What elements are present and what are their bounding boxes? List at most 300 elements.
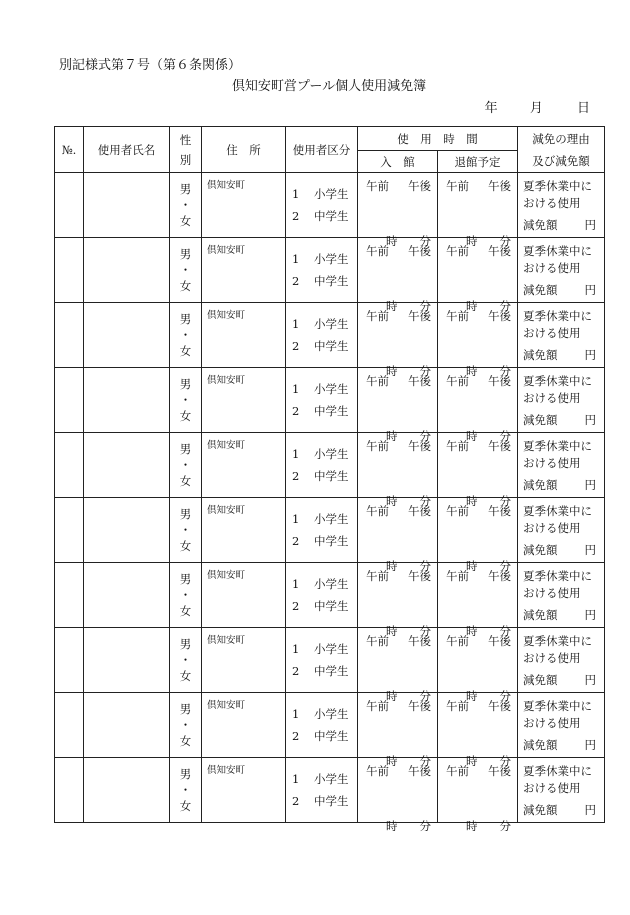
sex-separator: ・ [179, 783, 192, 797]
cell-user-name[interactable] [84, 498, 170, 563]
cell-reduction-reason[interactable] [518, 433, 605, 498]
reduction-yen-label: 円 [584, 348, 596, 362]
category-junior-high-label: 中学生 [314, 664, 349, 678]
exit-am-option[interactable]: 午前 [446, 699, 469, 713]
reduction-reason-text: 夏季休業中における使用 [523, 764, 592, 795]
exit-am-option[interactable]: 午前 [446, 439, 469, 453]
cell-reduction-reason[interactable] [518, 693, 605, 758]
cell-reduction-reason[interactable] [518, 498, 605, 563]
table-row [55, 303, 605, 368]
reduction-reason-text: 夏季休業中における使用 [523, 309, 592, 340]
address-prefix: 倶知安町 [207, 310, 246, 321]
sex-separator: ・ [179, 653, 192, 667]
cell-no[interactable] [55, 693, 84, 758]
category-elementary-label: 小学生 [314, 707, 349, 721]
exit-ampm [446, 698, 511, 714]
category-elementary-option[interactable] [292, 443, 357, 465]
cell-user-category[interactable] [286, 758, 358, 823]
sex-separator: ・ [179, 523, 192, 537]
category-junior-high-option[interactable] [292, 790, 357, 812]
table-row [55, 758, 605, 823]
category-elementary-label: 小学生 [314, 772, 349, 786]
category-elementary-label: 小学生 [314, 577, 349, 591]
reduction-amount [523, 607, 596, 623]
reduction-amount-label: 減免額 [523, 608, 558, 622]
reduction-amount-label: 減免額 [523, 348, 558, 362]
category-junior-high-label: 中学生 [314, 339, 349, 353]
category-elementary-option[interactable] [292, 638, 357, 660]
cell-sex[interactable] [170, 173, 202, 238]
entry-ampm [366, 503, 431, 519]
reduction-amount [523, 672, 596, 688]
header-usage-time: 使 用 時 間 [358, 127, 518, 151]
category-elementary-number: 1 [292, 642, 300, 656]
category-junior-high-option[interactable] [292, 400, 357, 422]
sex-female-option[interactable]: 女 [179, 214, 192, 228]
cell-reduction-reason[interactable] [518, 628, 605, 693]
cell-no[interactable] [55, 563, 84, 628]
exit-pm-option[interactable]: 午後 [488, 374, 511, 388]
category-junior-high-label: 中学生 [314, 469, 349, 483]
entry-pm-option[interactable]: 午後 [408, 244, 431, 258]
cell-user-category[interactable] [286, 368, 358, 433]
entry-minute-label: 分 [419, 819, 431, 833]
exit-am-option[interactable]: 午前 [446, 309, 469, 323]
entry-pm-option[interactable]: 午後 [408, 439, 431, 453]
address-prefix: 倶知安町 [207, 765, 246, 776]
reduction-yen-label: 円 [584, 803, 596, 817]
cell-user-name[interactable] [84, 758, 170, 823]
sex-female-option[interactable]: 女 [179, 539, 192, 553]
category-junior-high-number: 2 [292, 404, 300, 418]
form-title: 倶知安町営プール個人使用減免簿 [231, 79, 427, 94]
entry-am-option[interactable]: 午前 [366, 764, 389, 778]
cell-sex[interactable] [170, 368, 202, 433]
cell-user-category[interactable] [286, 238, 358, 303]
exit-hour-label: 時 [466, 234, 478, 248]
cell-exit-time[interactable] [438, 303, 518, 378]
cell-entry-time[interactable] [358, 498, 438, 573]
reduction-amount-label: 減免額 [523, 673, 558, 687]
cell-user-name[interactable] [84, 693, 170, 758]
entry-pm-option[interactable]: 午後 [408, 569, 431, 583]
exit-hour-label: 時 [466, 559, 478, 573]
category-junior-high-number: 2 [292, 339, 300, 353]
sex-separator: ・ [179, 198, 192, 212]
cell-entry-time[interactable] [358, 628, 438, 703]
sex-female-option[interactable]: 女 [179, 604, 192, 618]
entry-ampm [366, 633, 431, 649]
category-junior-high-option[interactable] [292, 660, 357, 682]
cell-user-category[interactable] [286, 498, 358, 563]
cell-reduction-reason[interactable] [518, 758, 605, 823]
cell-exit-time[interactable] [438, 238, 518, 313]
cell-address[interactable] [202, 238, 286, 303]
entry-hour-label: 時 [386, 364, 398, 378]
exit-minute-label: 分 [499, 299, 511, 313]
sex-female-option[interactable]: 女 [179, 279, 192, 293]
header-category: 使用者区分 [286, 127, 358, 173]
header-reason [518, 127, 605, 173]
category-junior-high-label: 中学生 [314, 274, 349, 288]
category-junior-high-label: 中学生 [314, 404, 349, 418]
category-elementary-option[interactable] [292, 573, 357, 595]
sex-male-option[interactable]: 男 [179, 312, 192, 326]
entry-minute-label: 分 [419, 429, 431, 443]
cell-entry-time[interactable] [358, 303, 438, 378]
sex-separator: ・ [179, 393, 192, 407]
category-elementary-number: 1 [292, 382, 300, 396]
entry-hour-label: 時 [386, 494, 398, 508]
entry-pm-option[interactable]: 午後 [408, 179, 431, 193]
exit-minute-label: 分 [499, 364, 511, 378]
exit-minute-label: 分 [499, 819, 511, 833]
category-elementary-option[interactable] [292, 183, 357, 205]
entry-hour-label: 時 [386, 234, 398, 248]
category-elementary-number: 1 [292, 317, 300, 331]
category-junior-high-option[interactable] [292, 205, 357, 227]
header-sex-bottom: 別 [179, 152, 192, 167]
cell-user-category[interactable] [286, 693, 358, 758]
cell-no[interactable] [55, 238, 84, 303]
category-elementary-number: 1 [292, 187, 300, 201]
sex-female-option[interactable]: 女 [179, 734, 192, 748]
cell-user-name[interactable] [84, 368, 170, 433]
address-prefix: 倶知安町 [207, 440, 246, 451]
cell-entry-time[interactable] [358, 173, 438, 248]
exit-am-option[interactable]: 午前 [446, 374, 469, 388]
header-address: 住 所 [202, 127, 286, 173]
sex-male-option[interactable]: 男 [179, 442, 192, 456]
entry-pm-option[interactable]: 午後 [408, 374, 431, 388]
category-elementary-option[interactable] [292, 248, 357, 270]
cell-address[interactable] [202, 498, 286, 563]
cell-user-name[interactable] [84, 173, 170, 238]
cell-sex[interactable] [170, 433, 202, 498]
exit-hour-label: 時 [466, 494, 478, 508]
entry-am-option[interactable]: 午前 [366, 569, 389, 583]
cell-no[interactable] [55, 368, 84, 433]
entry-minute-label: 分 [419, 689, 431, 703]
cell-exit-time[interactable] [438, 498, 518, 573]
sex-separator: ・ [179, 718, 192, 732]
cell-exit-time[interactable] [438, 693, 518, 768]
category-junior-high-number: 2 [292, 209, 300, 223]
reduction-reason-text: 夏季休業中における使用 [523, 569, 592, 600]
exit-pm-option[interactable]: 午後 [488, 634, 511, 648]
exit-hour-label: 時 [466, 689, 478, 703]
header-reason-top: 減免の理由 [532, 131, 590, 146]
sex-female-option[interactable]: 女 [179, 409, 192, 423]
cell-user-category[interactable] [286, 303, 358, 368]
cell-reduction-reason[interactable] [518, 303, 605, 368]
cell-reduction-reason[interactable] [518, 563, 605, 628]
entry-am-option[interactable]: 午前 [366, 634, 389, 648]
category-junior-high-option[interactable] [292, 725, 357, 747]
header-sex [170, 127, 202, 173]
cell-sex[interactable] [170, 693, 202, 758]
entry-pm-option[interactable]: 午後 [408, 699, 431, 713]
exit-am-option[interactable]: 午前 [446, 504, 469, 518]
exit-minute-label: 分 [499, 234, 511, 248]
cell-reduction-reason[interactable] [518, 368, 605, 433]
cell-exit-time[interactable] [438, 173, 518, 248]
category-elementary-number: 1 [292, 252, 300, 266]
cell-address[interactable] [202, 368, 286, 433]
cell-address[interactable] [202, 433, 286, 498]
sex-male-option[interactable]: 男 [179, 182, 192, 196]
cell-entry-time[interactable] [358, 368, 438, 443]
date-day-label: 日 [576, 101, 590, 116]
entry-pm-option[interactable]: 午後 [408, 309, 431, 323]
cell-exit-time[interactable] [438, 628, 518, 703]
reduction-amount [523, 542, 596, 558]
header-row-1 [55, 127, 605, 151]
cell-no[interactable] [55, 628, 84, 693]
address-prefix: 倶知安町 [207, 570, 246, 581]
reduction-amount [523, 477, 596, 493]
entry-am-option[interactable]: 午前 [366, 374, 389, 388]
table-row [55, 433, 605, 498]
cell-no[interactable] [55, 303, 84, 368]
exit-ampm [446, 763, 511, 779]
sex-female-option[interactable]: 女 [179, 474, 192, 488]
reduction-amount-label: 減免額 [523, 803, 558, 817]
cell-no[interactable] [55, 758, 84, 823]
entry-hour-label: 時 [386, 559, 398, 573]
exit-pm-option[interactable]: 午後 [488, 244, 511, 258]
cell-address[interactable] [202, 303, 286, 368]
header-exit: 退館予定 [438, 151, 518, 173]
cell-no[interactable] [55, 433, 84, 498]
entry-hour-label: 時 [386, 689, 398, 703]
entry-pm-option[interactable]: 午後 [408, 764, 431, 778]
entry-pm-option[interactable]: 午後 [408, 504, 431, 518]
category-elementary-option[interactable] [292, 768, 357, 790]
entry-am-option[interactable]: 午前 [366, 244, 389, 258]
category-elementary-option[interactable] [292, 378, 357, 400]
exit-minute-label: 分 [499, 559, 511, 573]
exit-pm-option[interactable]: 午後 [488, 569, 511, 583]
cell-address[interactable] [202, 173, 286, 238]
reduction-yen-label: 円 [584, 608, 596, 622]
reduction-reason-text: 夏季休業中における使用 [523, 439, 592, 470]
table-row [55, 498, 605, 563]
sex-separator: ・ [179, 588, 192, 602]
cell-no[interactable] [55, 498, 84, 563]
reduction-amount-label: 減免額 [523, 543, 558, 557]
exit-am-option[interactable]: 午前 [446, 244, 469, 258]
category-junior-high-option[interactable] [292, 335, 357, 357]
category-junior-high-number: 2 [292, 469, 300, 483]
cell-user-name[interactable] [84, 303, 170, 368]
category-elementary-label: 小学生 [314, 382, 349, 396]
category-elementary-option[interactable] [292, 703, 357, 725]
table-row [55, 628, 605, 693]
cell-user-name[interactable] [84, 238, 170, 303]
cell-address[interactable] [202, 693, 286, 758]
table-row [55, 563, 605, 628]
exit-pm-option[interactable]: 午後 [488, 309, 511, 323]
reduction-reason-text: 夏季休業中における使用 [523, 634, 592, 665]
category-elementary-option[interactable] [292, 508, 357, 530]
category-junior-high-option[interactable] [292, 465, 357, 487]
exit-hour-label: 時 [466, 624, 478, 638]
sex-male-option[interactable]: 男 [179, 377, 192, 391]
reduction-yen-label: 円 [584, 413, 596, 427]
cell-user-name[interactable] [84, 433, 170, 498]
table-row [55, 238, 605, 303]
entry-ampm [366, 763, 431, 779]
exit-minute-label: 分 [499, 624, 511, 638]
sex-separator: ・ [179, 328, 192, 342]
cell-sex[interactable] [170, 498, 202, 563]
exit-hour-label: 時 [466, 429, 478, 443]
category-junior-high-number: 2 [292, 664, 300, 678]
entry-am-option[interactable]: 午前 [366, 179, 389, 193]
reduction-yen-label: 円 [584, 478, 596, 492]
exit-pm-option[interactable]: 午後 [488, 439, 511, 453]
cell-user-category[interactable] [286, 433, 358, 498]
sex-male-option[interactable]: 男 [179, 507, 192, 521]
sex-male-option[interactable]: 男 [179, 702, 192, 716]
entry-minute-label: 分 [419, 494, 431, 508]
cell-address[interactable] [202, 628, 286, 693]
header-reason-bottom: 及び減免額 [532, 153, 590, 168]
entry-minute-label: 分 [419, 364, 431, 378]
reduction-reason-text: 夏季休業中における使用 [523, 374, 592, 405]
reduction-amount [523, 217, 596, 233]
cell-sex[interactable] [170, 238, 202, 303]
exit-ampm [446, 568, 511, 584]
reduction-yen-label: 円 [584, 673, 596, 687]
cell-entry-time[interactable] [358, 758, 438, 833]
header-sex-top: 性 [179, 132, 192, 147]
entry-ampm [366, 568, 431, 584]
category-elementary-label: 小学生 [314, 187, 349, 201]
cell-exit-time[interactable] [438, 563, 518, 638]
category-elementary-number: 1 [292, 707, 300, 721]
category-elementary-number: 1 [292, 512, 300, 526]
exit-pm-option[interactable]: 午後 [488, 699, 511, 713]
cell-entry-time[interactable] [358, 433, 438, 508]
cell-exit-time[interactable] [438, 368, 518, 443]
date-line [485, 97, 590, 116]
category-junior-high-number: 2 [292, 599, 300, 613]
entry-am-option[interactable]: 午前 [366, 699, 389, 713]
exit-ampm [446, 373, 511, 389]
cell-entry-time[interactable] [358, 238, 438, 313]
sex-male-option[interactable]: 男 [179, 247, 192, 261]
category-elementary-option[interactable] [292, 313, 357, 335]
entry-hour-label: 時 [386, 299, 398, 313]
exit-hour-label: 時 [466, 754, 478, 768]
sex-male-option[interactable]: 男 [179, 637, 192, 651]
exit-hour-label: 時 [466, 819, 478, 833]
sex-male-option[interactable]: 男 [179, 767, 192, 781]
table-row [55, 368, 605, 433]
cell-user-category[interactable] [286, 173, 358, 238]
table-row [55, 693, 605, 758]
address-prefix: 倶知安町 [207, 245, 246, 256]
cell-sex[interactable] [170, 628, 202, 693]
cell-user-name[interactable] [84, 628, 170, 693]
exit-am-option[interactable]: 午前 [446, 764, 469, 778]
sex-female-option[interactable]: 女 [179, 669, 192, 683]
exit-ampm [446, 503, 511, 519]
entry-ampm [366, 698, 431, 714]
entry-am-option[interactable]: 午前 [366, 309, 389, 323]
cell-exit-time[interactable] [438, 758, 518, 833]
exit-am-option[interactable]: 午前 [446, 569, 469, 583]
exit-pm-option[interactable]: 午後 [488, 179, 511, 193]
entry-am-option[interactable]: 午前 [366, 504, 389, 518]
cell-user-category[interactable] [286, 563, 358, 628]
reduction-reason-text: 夏季休業中における使用 [523, 699, 592, 730]
cell-address[interactable] [202, 563, 286, 628]
category-elementary-number: 1 [292, 772, 300, 786]
exit-pm-option[interactable]: 午後 [488, 764, 511, 778]
category-elementary-number: 1 [292, 577, 300, 591]
exit-ampm [446, 243, 511, 259]
sex-female-option[interactable]: 女 [179, 799, 192, 813]
cell-entry-time[interactable] [358, 693, 438, 768]
category-junior-high-option[interactable] [292, 270, 357, 292]
cell-entry-time[interactable] [358, 563, 438, 638]
category-junior-high-number: 2 [292, 729, 300, 743]
cell-address[interactable] [202, 758, 286, 823]
entry-am-option[interactable]: 午前 [366, 439, 389, 453]
reduction-amount-label: 減免額 [523, 283, 558, 297]
cell-user-category[interactable] [286, 628, 358, 693]
cell-sex[interactable] [170, 563, 202, 628]
cell-no[interactable] [55, 173, 84, 238]
exit-ampm [446, 633, 511, 649]
entry-pm-option[interactable]: 午後 [408, 634, 431, 648]
reduction-reason-text: 夏季休業中における使用 [523, 179, 592, 210]
category-junior-high-option[interactable] [292, 595, 357, 617]
header-no: №. [55, 127, 84, 173]
sex-male-option[interactable]: 男 [179, 572, 192, 586]
sex-female-option[interactable]: 女 [179, 344, 192, 358]
category-elementary-label: 小学生 [314, 252, 349, 266]
exit-ampm [446, 438, 511, 454]
entry-minute-label: 分 [419, 559, 431, 573]
exit-minute-label: 分 [499, 754, 511, 768]
exit-am-option[interactable]: 午前 [446, 634, 469, 648]
cell-sex[interactable] [170, 758, 202, 823]
reduction-yen-label: 円 [584, 543, 596, 557]
cell-user-name[interactable] [84, 563, 170, 628]
exit-pm-option[interactable]: 午後 [488, 504, 511, 518]
table-row [55, 173, 605, 238]
entry-ampm [366, 178, 431, 194]
reduction-amount [523, 347, 596, 363]
category-elementary-label: 小学生 [314, 447, 349, 461]
reduction-amount [523, 737, 596, 753]
cell-sex[interactable] [170, 303, 202, 368]
category-junior-high-option[interactable] [292, 530, 357, 552]
cell-exit-time[interactable] [438, 433, 518, 508]
exit-am-option[interactable]: 午前 [446, 179, 469, 193]
reduction-yen-label: 円 [584, 283, 596, 297]
cell-reduction-reason[interactable] [518, 173, 605, 238]
cell-reduction-reason[interactable] [518, 238, 605, 303]
category-junior-high-label: 中学生 [314, 534, 349, 548]
date-year-label: 年 [484, 101, 498, 116]
entry-ampm [366, 243, 431, 259]
entry-minute-label: 分 [419, 234, 431, 248]
